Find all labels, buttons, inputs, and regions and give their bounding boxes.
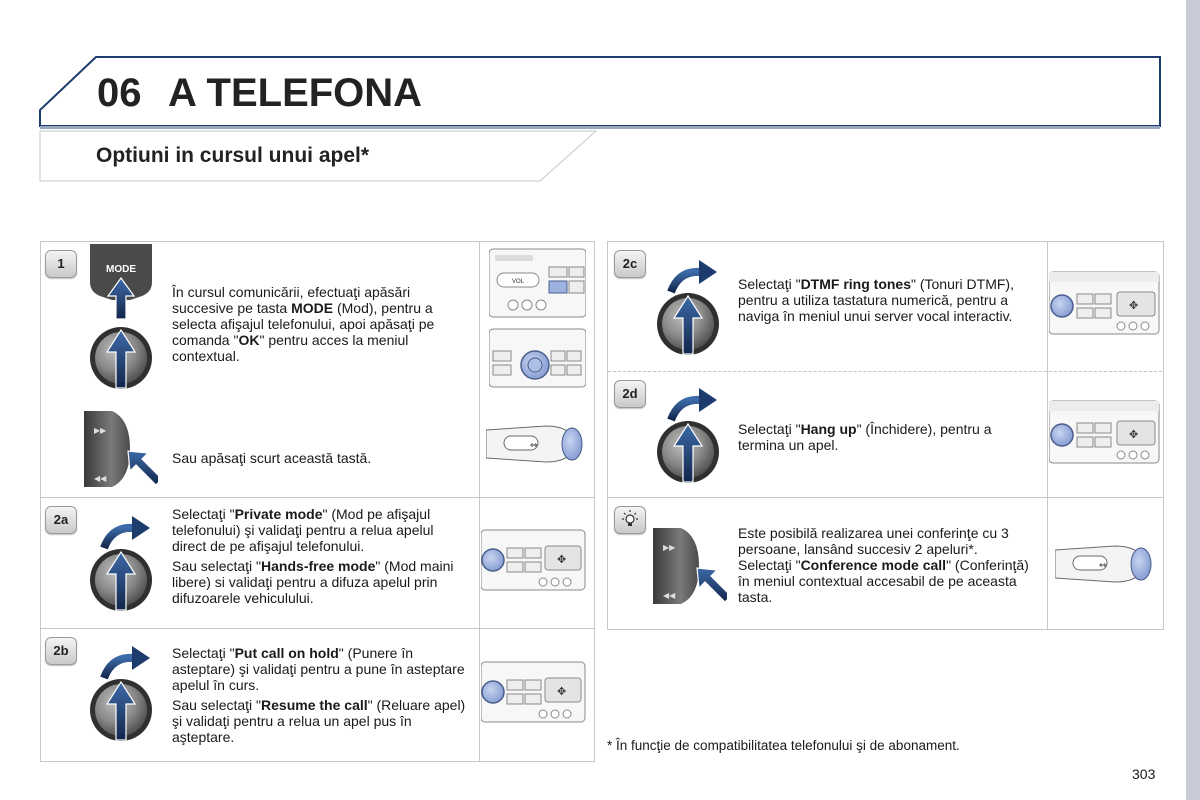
svg-text:◀◀: ◀◀ (94, 474, 107, 483)
right-panel-column-divider (1047, 241, 1048, 629)
step-badge-2c: 2c (614, 250, 646, 278)
step-1-text-mid: (Mod), pentru a selecta afişajul telefonului, apoi apăsaţi pe comanda " (172, 300, 435, 348)
left-row-divider (40, 497, 594, 498)
option-hands-free-mode: Hands-free mode (261, 558, 376, 574)
step-badge-2b: 2b (45, 637, 77, 665)
radio-knob-thumbnail (1049, 270, 1161, 336)
rotary-knob-rotate-icon (90, 516, 156, 612)
rotary-knob-rotate-icon (90, 646, 156, 742)
rotary-knob-rotate-icon (657, 388, 723, 484)
tip-pre: Este posibilă realizarea unei conferinţe cu 3 persoane, lansând succesiv 2 apeluri*. Selectaţi " (738, 525, 1009, 573)
chapter-title: A TELEFONA (168, 71, 423, 115)
step-1-text (172, 284, 468, 364)
step-1-text-post: " pentru acces la meniul contextual. (172, 332, 409, 364)
step-2c-pre: Selectaţi " (738, 276, 801, 292)
step-badge-2a: 2a (45, 506, 77, 534)
step-badge-1: 1 (45, 250, 77, 278)
svg-text:▶▶: ▶▶ (663, 543, 676, 552)
step-2a-p2-pre: Sau selectaţi " (172, 558, 262, 574)
step-2b-p2-pre: Sau selectaţi " (172, 697, 262, 713)
radio-knob-thumbnail (481, 660, 587, 724)
svg-text:✥: ✥ (557, 685, 567, 698)
steering-stalk-thumbnail (1055, 538, 1155, 590)
step-2a-text (172, 506, 468, 610)
svg-text:✥: ✥ (1129, 299, 1139, 312)
step-2d-pre: Selectaţi " (738, 421, 801, 437)
svg-text:▶▶: ▶▶ (94, 426, 107, 435)
step-2b-p1-post: " (Punere în asteptare) şi validaţi pentru a pune în asteptare apelul în curs. (172, 645, 465, 693)
rotary-knob-icon (88, 322, 154, 390)
right-row-divider (608, 371, 1162, 372)
step-2b-p1-pre: Selectaţi " (172, 645, 235, 661)
page-number: 303 (1132, 766, 1156, 782)
tip-text (738, 525, 1034, 605)
radio-knob-thumbnail (481, 528, 587, 592)
option-dtmf-ring-tones: DTMF ring tones (800, 276, 911, 292)
mode-key-label: MODE (106, 264, 136, 275)
step-2d-post: " (Închidere), pentru a termina un apel. (738, 421, 992, 453)
step-2c-text (738, 276, 1034, 324)
steering-stalk-icon (84, 407, 158, 489)
left-row-divider (40, 628, 594, 629)
option-hang-up: Hang up (800, 421, 857, 437)
rotary-knob-rotate-icon (657, 260, 723, 356)
step-1-ok: OK (238, 332, 260, 348)
tip-post: " (Conferinţă) în meniul contextual accesabil de pe aceasta tasta. (738, 557, 1029, 605)
footnote: * În funcţie de compatibilitatea telefonului şi de abonament. (607, 738, 960, 753)
vol-label: VOL (511, 279, 525, 285)
step-2c-post: " (Tonuri DTMF), pentru a utiliza tastatura numerică, pentru a naviga în meniul unui server vocal interactiv. (738, 276, 1014, 324)
svg-text:⇔: ⇔ (530, 441, 538, 451)
radio-front-thumbnail (489, 247, 586, 319)
radio-knob-thumbnail (1049, 399, 1161, 465)
step-2a-p1-post: " (Mod pe afişajul telefonului) şi validaţi pentru a relua apelul direct de pe afişajul telefonului. (172, 506, 434, 554)
step-1-text-pre: În cursul comunicării, efectuaţi apăsări succesive pe tasta (172, 284, 411, 316)
step-2a-p2-post: " (Mod maini libere) si validaţi pentru a difuza apelul prin difuzoarele vehiculului. (172, 558, 454, 606)
left-panel-column-divider (479, 241, 480, 761)
chapter-number: 06 (97, 71, 142, 115)
option-private-mode: Private mode (234, 506, 323, 522)
step-badge-2d: 2d (614, 380, 646, 408)
svg-text:✥: ✥ (557, 553, 567, 566)
svg-text:◀◀: ◀◀ (663, 591, 676, 600)
tip-lightbulb-badge (614, 506, 646, 534)
right-row-divider (607, 497, 1163, 498)
lightbulb-icon (615, 507, 645, 533)
section-title: Optiuni in cursul unui apel* (96, 144, 370, 167)
radio-knob-thumbnail (489, 327, 586, 389)
option-conference-mode-call: Conference mode call (800, 557, 947, 573)
svg-text:⇔: ⇔ (1099, 561, 1107, 571)
step-2b-p2-post: " (Reluare apel) şi validaţi pentru a relua un apel pus în aşteptare. (172, 697, 466, 745)
mode-key-icon (86, 244, 156, 319)
step-1b-text: Sau apăsaţi scurt această tastă. (172, 450, 372, 466)
option-put-call-on-hold: Put call on hold (234, 645, 339, 661)
step-2b-text (172, 645, 468, 749)
step-1-key: MODE (291, 300, 334, 316)
step-2d-text (738, 421, 1034, 453)
svg-text:✥: ✥ (1129, 428, 1139, 441)
option-resume-the-call: Resume the call (261, 697, 368, 713)
steering-stalk-icon (653, 524, 727, 606)
steering-stalk-thumbnail (486, 418, 586, 470)
step-2a-p1-pre: Selectaţi " (172, 506, 235, 522)
